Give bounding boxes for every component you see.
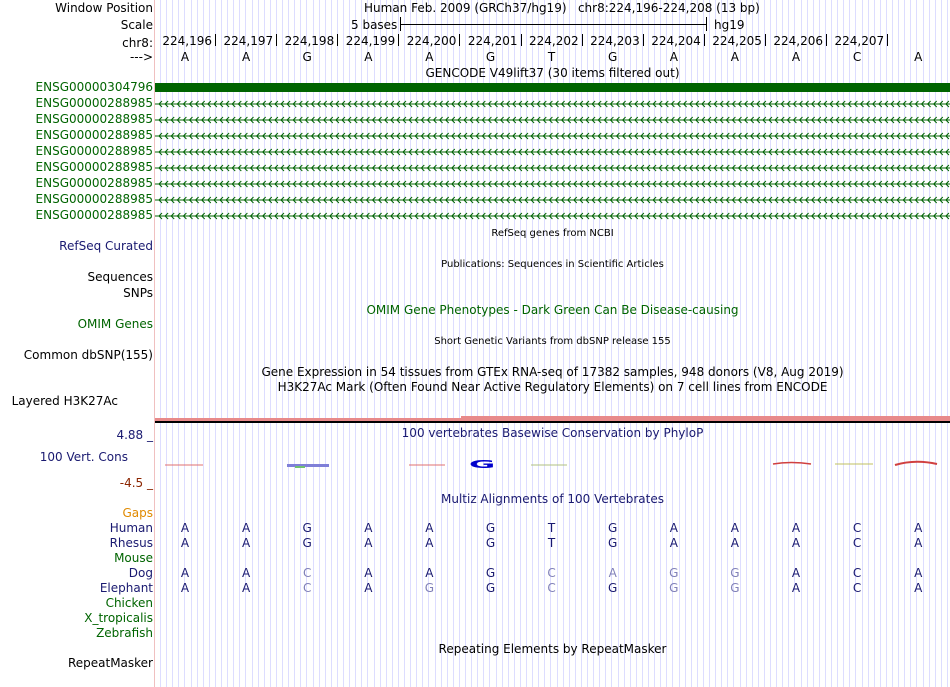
alignment-base: A	[608, 566, 617, 580]
gene-bar-intron[interactable]	[155, 163, 950, 173]
reference-base: A	[791, 50, 801, 64]
alignment-base: A	[914, 536, 923, 550]
alignment-base: A	[791, 536, 801, 550]
alignment-base: G	[669, 581, 679, 595]
alignment-base: G	[302, 536, 312, 550]
repeatmasker-track-title[interactable]: Repeating Elements by RepeatMasker	[438, 642, 667, 656]
alignment-base: G	[730, 581, 740, 595]
alignment-base: G	[302, 521, 312, 535]
publications-track-title[interactable]: Publications: Sequences in Scientific Articles	[441, 259, 664, 270]
alignment-base: A	[425, 536, 434, 550]
alignment-base: C	[302, 581, 312, 595]
alignment-base: G	[669, 566, 679, 580]
strand-label: --->	[129, 50, 153, 64]
phylop-max-label: 4.88 _	[116, 428, 153, 442]
gene-label[interactable]: ENSG00000288985	[35, 128, 153, 142]
gene-label[interactable]: ENSG00000288985	[35, 144, 153, 158]
gtex-track-title[interactable]: Gene Expression in 54 tissues from GTEx RNA-seq of 17382 samples, 948 donors (V8, Aug 2019)	[261, 365, 844, 379]
gene-label[interactable]: ENSG00000288985	[35, 160, 153, 174]
species-label[interactable]: Rhesus	[109, 536, 153, 550]
alignment-base: A	[180, 521, 190, 535]
reference-base: C	[852, 50, 862, 64]
scale-bar-left-tick	[400, 17, 401, 31]
sequences-track-label[interactable]: Sequences	[87, 270, 153, 284]
ruler-tick	[582, 34, 583, 46]
alignment-base: G	[608, 536, 618, 550]
ruler-tick	[704, 34, 705, 46]
alignment-base: A	[241, 566, 251, 580]
gene-bar-intron[interactable]	[155, 179, 950, 189]
ruler-tick	[765, 34, 766, 46]
ruler-coordinate: 224,206	[773, 34, 823, 48]
reference-base: T	[547, 50, 556, 64]
ruler-coordinate: 224,199	[345, 34, 396, 48]
gene-bar-intron[interactable]	[155, 99, 950, 109]
species-label[interactable]: Zebrafish	[96, 626, 153, 640]
gene-bar-intron[interactable]	[155, 131, 950, 141]
alignment-base: A	[364, 566, 373, 580]
window-position-label: Window Position	[55, 1, 153, 15]
alignment-base: C	[852, 536, 862, 550]
alignment-base: A	[914, 566, 923, 580]
gene-label[interactable]: ENSG00000288985	[35, 112, 153, 126]
gene-bar-intron[interactable]	[155, 147, 950, 157]
alignment-base: G	[485, 566, 496, 580]
phylop-signal	[155, 448, 950, 488]
scale-bar-right-tick	[706, 17, 707, 31]
ruler-coordinate: 224,201	[467, 34, 518, 48]
reference-base: A	[180, 50, 190, 64]
h3k27-track-title[interactable]: H3K27Ac Mark (Often Found Near Active Regulatory Elements) on 7 cell lines from ENCODE	[277, 380, 828, 394]
alignment-base: A	[180, 536, 190, 550]
phylop-mark-6	[773, 463, 811, 465]
alignment-base: A	[791, 521, 801, 535]
alignment-base: A	[730, 521, 739, 535]
alignment-base: G	[485, 536, 496, 550]
alignment-base: A	[241, 536, 251, 550]
alignment-base: C	[547, 581, 556, 595]
alignment-base: A	[180, 566, 190, 580]
dbsnp-track-label[interactable]: Common dbSNP(155)	[23, 348, 153, 362]
alignment-base: A	[914, 581, 923, 595]
ruler-tick	[215, 34, 216, 46]
refseq-track-title[interactable]: RefSeq genes from NCBI	[491, 228, 614, 239]
ruler-coordinate: 224,207	[834, 34, 885, 48]
ruler-coordinate: 224,203	[590, 34, 640, 48]
multiz-track-title[interactable]: Multiz Alignments of 100 Vertebrates	[440, 492, 665, 506]
reference-base: A	[669, 50, 678, 64]
phylop-mark-3	[295, 466, 305, 468]
ruler-coordinate: 224,197	[223, 34, 274, 48]
phylop-track-title[interactable]: 100 vertebrates Basewise Conservation by PhyloP	[401, 426, 704, 440]
omim-track-title[interactable]: OMIM Gene Phenotypes - Dark Green Can Be Disease-causing	[366, 303, 739, 317]
ruler-coordinate: 224,200	[406, 34, 457, 48]
ruler-tick	[826, 34, 827, 46]
alignment-base: A	[669, 536, 678, 550]
reference-base: G	[302, 50, 312, 64]
gene-bar-intron[interactable]	[155, 211, 950, 221]
scale-bases-text: 5 bases	[351, 18, 398, 32]
snps-track-label[interactable]: SNPs	[123, 286, 153, 300]
reference-base: A	[425, 50, 434, 64]
dbsnp-track-title[interactable]: Short Genetic Variants from dbSNP release 155	[434, 336, 671, 347]
gene-label[interactable]: ENSG00000288985	[35, 192, 153, 206]
alignment-base: G	[485, 581, 496, 595]
phylop-logo-g: G	[469, 457, 496, 471]
phylop-mark-2	[287, 464, 329, 467]
alignment-base: A	[241, 581, 251, 595]
assembly-position-text: Human Feb. 2009 (GRCh37/hg19) chr8:224,196-224,208 (13 bp)	[364, 1, 760, 15]
species-label[interactable]: X_tropicalis	[84, 611, 153, 625]
alignment-base: G	[424, 581, 435, 595]
gene-bar-intron[interactable]	[155, 195, 950, 205]
reference-base: A	[241, 50, 251, 64]
repeatmasker-track-label[interactable]: RepeatMasker	[67, 656, 153, 670]
track-data-area[interactable]	[155, 0, 950, 687]
gene-label[interactable]: ENSG00000288985	[35, 96, 153, 110]
alignment-base: G	[485, 521, 496, 535]
reference-base: A	[914, 50, 923, 64]
h3k27-baseline	[155, 421, 950, 423]
alignment-base: G	[730, 566, 740, 580]
ruler-coordinate: 224,196	[162, 34, 212, 48]
species-label[interactable]: Human	[109, 521, 153, 535]
reference-base: G	[608, 50, 618, 64]
gene-label[interactable]: ENSG00000288985	[35, 176, 153, 190]
gene-bar-intron[interactable]	[155, 115, 950, 125]
gaps-label: Gaps	[122, 506, 153, 520]
alignment-base: T	[547, 536, 556, 550]
alignment-base: A	[791, 581, 801, 595]
alignment-base: A	[669, 521, 678, 535]
ruler-tick	[887, 34, 888, 46]
assembly-db-text: hg19	[714, 18, 745, 32]
scale-bar	[400, 24, 706, 25]
alignment-base: C	[852, 521, 862, 535]
reference-base: A	[730, 50, 739, 64]
alignment-base: A	[180, 581, 190, 595]
ruler-tick	[337, 34, 338, 46]
species-label[interactable]: Chicken	[105, 596, 153, 610]
alignment-base: A	[730, 536, 739, 550]
phylop-mark-8	[895, 462, 937, 465]
species-label[interactable]: Elephant	[99, 581, 153, 595]
species-label[interactable]: Mouse	[114, 551, 153, 565]
phylop-min-label: -4.5 _	[119, 476, 153, 490]
refseq-track-label[interactable]: RefSeq Curated	[59, 239, 153, 253]
gencode-track-title[interactable]: GENCODE V49lift37 (30 items filtered out)	[425, 66, 680, 80]
alignment-base: A	[914, 521, 923, 535]
alignment-base: A	[241, 521, 251, 535]
alignment-base: A	[425, 521, 434, 535]
ruler-tick	[276, 34, 277, 46]
ruler-tick	[459, 34, 460, 46]
alignment-base: C	[547, 566, 556, 580]
alignment-base: A	[364, 536, 373, 550]
reference-base: A	[364, 50, 373, 64]
gene-label[interactable]: ENSG00000304796	[35, 80, 153, 94]
ruler-coordinate: 224,202	[528, 34, 579, 48]
alignment-base: A	[425, 566, 434, 580]
omim-track-label[interactable]: OMIM Genes	[77, 317, 153, 331]
data-area-left-border	[154, 0, 155, 687]
ruler-coordinate: 224,205	[712, 34, 762, 48]
alignment-base: G	[608, 521, 618, 535]
alignment-base: C	[852, 566, 862, 580]
alignment-base: G	[608, 581, 618, 595]
ruler-tick	[643, 34, 644, 46]
phylop-track-label[interactable]: 100 Vert. Cons	[39, 450, 128, 464]
alignment-base: A	[364, 521, 373, 535]
gene-label[interactable]: ENSG00000288985	[35, 208, 153, 222]
ruler-tick	[398, 34, 399, 46]
alignment-base: A	[364, 581, 373, 595]
reference-base: G	[485, 50, 496, 64]
ruler-tick	[521, 34, 522, 46]
h3k27-track-label[interactable]: Layered H3K27Ac	[11, 394, 118, 408]
alignment-base: A	[791, 566, 801, 580]
species-label[interactable]: Dog	[128, 566, 153, 580]
alignment-base: T	[547, 521, 556, 535]
ruler-coordinate: 224,204	[651, 34, 701, 48]
chrom-label: chr8:	[122, 36, 153, 50]
gene-bar-thick[interactable]	[155, 83, 950, 92]
alignment-base: C	[302, 566, 312, 580]
scale-label: Scale	[120, 18, 153, 32]
ruler-coordinate: 224,198	[284, 34, 335, 48]
alignment-base: C	[852, 581, 862, 595]
